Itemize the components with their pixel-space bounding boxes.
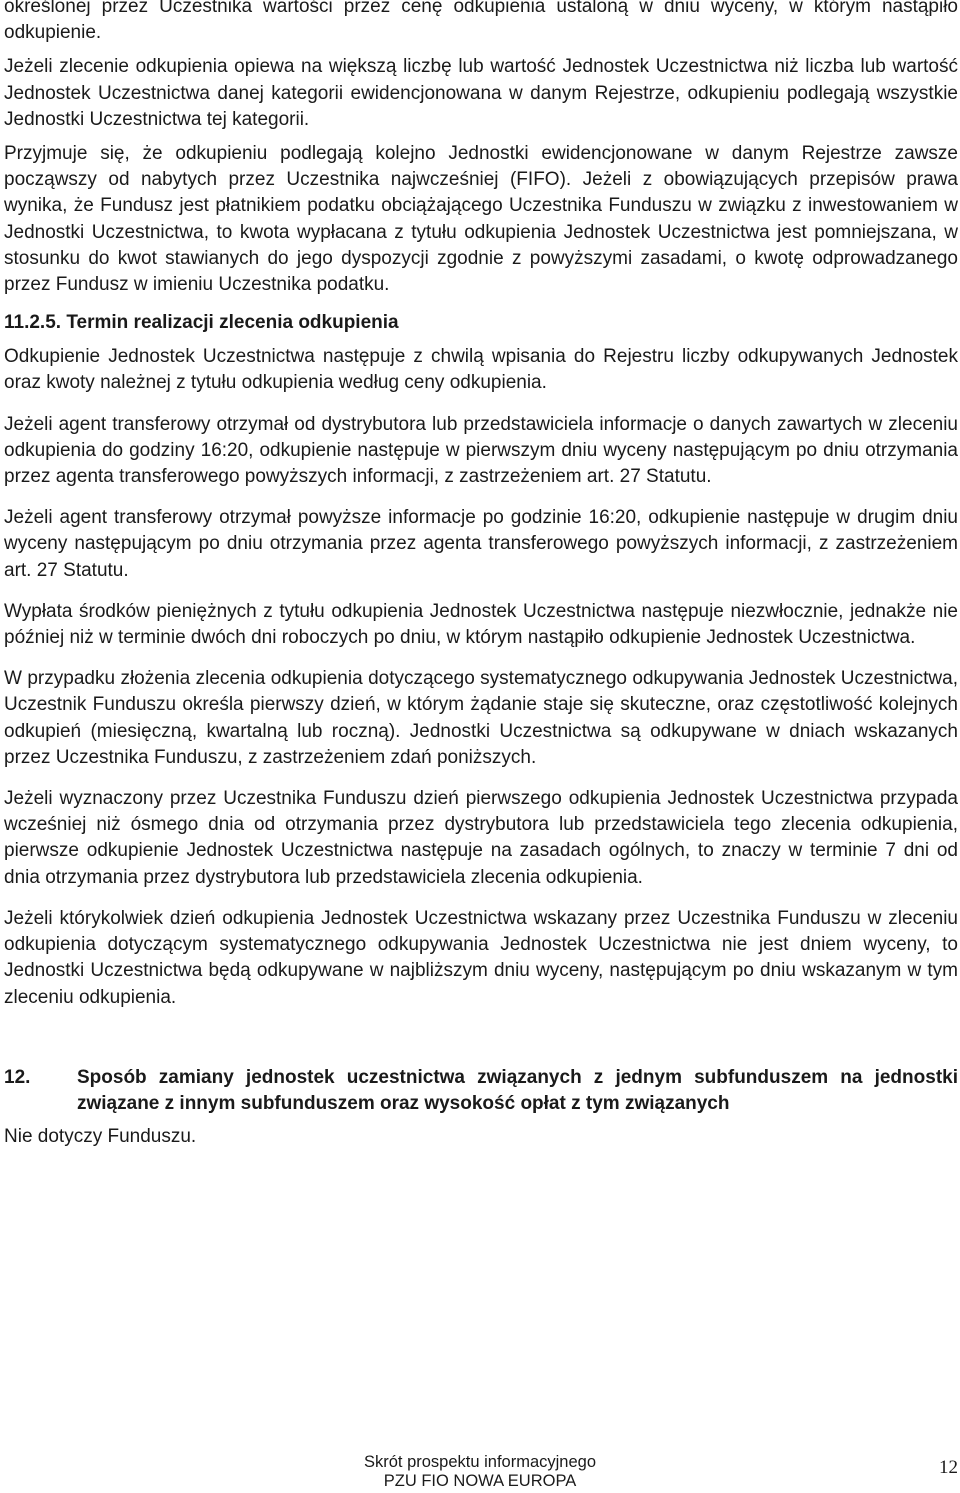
section-heading — [4, 1065, 958, 1118]
subsection-heading: 11.2.5. Termin realizacji zlecenia odkupienia — [4, 312, 399, 334]
section-title: Sposób zamiany jednostek uczestnictwa związanych z jednym subfunduszem na jednostki związane z innym subfunduszem oraz wysokość opłat z tym związanych — [77, 1066, 958, 1115]
footer-line-1: Skrót prospektu informacyjnego — [363, 1453, 597, 1471]
paragraph-continuation: określonej przez Uczestnika wartości przez cenę odkupienia ustaloną w dniu wyceny, w którym nastąpiło odkupienie. — [4, 0, 958, 44]
paragraph: Jeżeli wyznaczony przez Uczestnika Funduszu dzień pierwszego odkupienia Jednostek Uczestnictwa przypada wcześniej niż ósmego dnia od otrzymania przez dystrybutora lub przedstawiciela tego zlecenia odkupienia, pierwsze odkupienie Jednostek Uczestnictwa następuje na zasadach ogólnych, to znaczy w terminie 7 dni od dnia otrzymania przez dystrybutora lub przedstawiciela zlecenia odkupienia. — [4, 788, 958, 888]
paragraph: Przyjmuje się, że odkupieniu podlegają kolejno Jednostki ewidencjonowane w danym Rejestrze zawsze począwszy od nabytych przez Uczestnika najwcześniej (FIFO). Jeżeli z obowiązujących przepisów prawa wynika, że Fundusz jest płatnikiem podatku obciążającego Uczestnika Funduszu w związku z inwestowaniem w Jednostki Uczestnictwa, to kwota wypłacana z tytułu odkupienia Jednostek Uczestnictwa jest pomniejszana, w stosunku do kwot stawianych do jego dyspozycji zgodnie z powyższymi zasadami, o kwotę odprowadzanego przez Fundusz w imieniu Uczestnika podatku. — [4, 143, 958, 296]
paragraph: Jeżeli którykolwiek dzień odkupienia Jednostek Uczestnictwa wskazany przez Uczestnika Funduszu w zleceniu odkupienia dotyczącym systematycznego odkupywania Jednostek Uczestnictwa nie jest dniem wyceny, to Jednostki Uczestnictwa będą odkupywane w najbliższym dniu wyceny, następującym po dniu wskazanym w tym zleceniu odkupienia. — [4, 907, 958, 1008]
paragraph: Jeżeli agent transferowy otrzymał powyższe informacje po godzinie 16:20, odkupienie następuje w drugim dniu wyceny następującym po dniu otrzymania przez agenta transferowego powyższych informacji, z zastrzeżeniem art. 27 Statutu. — [4, 507, 958, 581]
paragraph: Wypłata środków pieniężnych z tytułu odkupienia Jednostek Uczestnictwa następuje niezwłocznie, jednakże nie później niż w terminie dwóch dni roboczych po dniu, w którym nastąpiło odkupienie Jednostek Uczestnictwa. — [4, 600, 958, 649]
paragraph: W przypadku złożenia zlecenia odkupienia dotyczącego systematycznego odkupywania Jednostek Uczestnictwa, Uczestnik Funduszu określa pierwszy dzień, w którym żądanie staje się skuteczne, oraz częstotliwość kolejnych odkupień (miesięczną, kwartalną lub roczną). Jednostki Uczestnictwa są odkupywane w dniach wskazanych przez Uczestnika Funduszu, z zastrzeżeniem zdań poniższych. — [4, 668, 958, 768]
section-note: Nie dotyczy Funduszu. — [4, 1125, 197, 1147]
paragraph: Jeżeli zlecenie odkupienia opiewa na większą liczbę lub wartość Jednostek Uczestnictwa niż liczba lub wartość Jednostek Uczestnictwa danej kategorii ewidencjonowana w danym Rejestrze, odkupieniu podlegają wszystkie Jednostki Uczestnictwa tej kategorii. — [4, 56, 958, 130]
page-footer — [290, 1453, 670, 1491]
document-body — [4, 0, 958, 1150]
paragraph: Odkupienie Jednostek Uczestnictwa następuje z chwilą wpisania do Rejestru liczby odkupywanych Jednostek oraz kwoty należnej z tytułu odkupienia według ceny odkupienia. — [4, 346, 958, 394]
paragraph: Jeżeli agent transferowy otrzymał od dystrybutora lub przedstawiciela informacje o danych zawartych w zleceniu odkupienia do godziny 16:20, odkupienie następuje w pierwszym dniu wyceny następującym po dniu otrzymania przez agenta transferowego powyższych informacji, z zastrzeżeniem art. 27 Statutu. — [4, 413, 958, 488]
section-number: 12. — [4, 1066, 31, 1088]
footer-line-2: PZU FIO NOWA EUROPA — [383, 1472, 577, 1490]
page-number: 12 — [939, 1457, 958, 1478]
